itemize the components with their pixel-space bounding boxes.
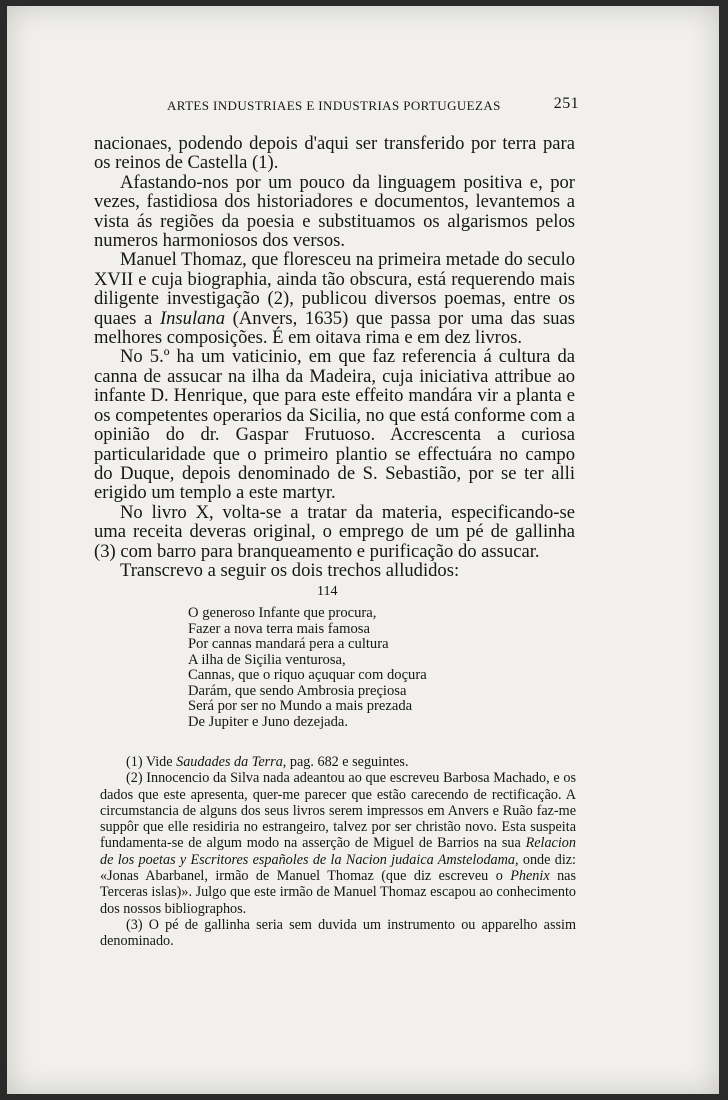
insulana-title: Insulana [159,307,226,329]
paragraph-1: nacionaes, podendo depois d'aqui ser transferido por terra para os reinos de Castella (1). [94,133,575,174]
saudades-title: Saudades da Terra, [176,754,287,770]
poem-line: A ilha de Siçilia venturosa, [188,651,346,668]
paragraph-5: No livro X, volta-se a tratar da materia, especificando-se uma receita deveras original, o emprego de um pé de gallinha (3) com barro para branqueamento e purificação do assucar. [94,501,575,562]
stanza-number: 114 [317,584,338,599]
footnote-3: (3) O pé de gallinha seria sem duvida um instrumento ou apparelho assim denominado. [100,916,576,950]
main-text [94,134,575,580]
page-number: 251 [553,95,579,112]
poem-line: Darám, que sendo Ambrosia preçiosa [188,682,407,699]
footnote-1-text-b: pag. 682 e seguintes. [286,754,409,770]
footnote-2-text-c: nas Terceras islas)». Julgo que este irmão de Manuel Thomaz escapou ao conhecimento dos nossos bibliographos. [100,868,576,917]
footnote-1 [100,754,576,770]
footnote-1-text-a: (1) Vide [126,754,177,770]
phenix-title: Phenix [510,868,550,885]
poem-line: Fazer a nova terra mais famosa [188,620,370,637]
poem-line: Será por ser no Mundo a mais prezada [188,698,413,714]
paragraph-4: No 5.º ha um vaticinio, em que faz referencia á cultura da canna de assucar na ilha da Madeira, cuja iniciativa attribue ao infante D. Henrique, que para este effeito mandára vir a planta e os competentes operarios da Sicilia, no que está conforme com a opinião do dr. Gaspar Frutuoso. Accrescenta a curiosa particularidade que o primeiro plantio se effectuára no campo do Duque, depois denominado de S. Sebastião, por se ter alli erigido um templo a este martyr. [94,346,575,504]
footnote-2-text-b: onde diz: «Jonas Abarbanel, irmão de Manuel Thomaz (que diz escreveu o [100,851,577,885]
running-title: ARTES INDUSTRIAES E INDUSTRIAS PORTUGUEZAS [167,98,501,113]
paragraph-6: Transcrevo a seguir os dois trechos alludidos: [120,559,460,581]
paragraph-3-text-b: (Anvers, 1635) que passa por uma das suas melhores composições. É em oitava rima e em dez livros. [94,307,576,349]
poem-line: O generoso Infante que procura, [188,605,377,621]
poem-line: Por cannas mandará pera a cultura [188,636,389,652]
paragraph-3-text-a: Manuel Thomaz, que floresceu na primeira metade do seculo XVII e cuja biographia, ainda tão obscura, está requerendo mais diligente investigação (2), publicou diversos poemas, entre os quaes a [94,249,575,329]
book-page [7,6,719,1094]
footnote-2 [100,770,576,917]
poem-line: Cannas, que o riquo açuquar com doçura [188,667,427,683]
footnote-2-text-a: (2) Innocencio da Silva nada adeantou ao que escreveu Barbosa Machado, e os dados que este apresenta, quer-me parecer que estão carecendo de rectificação. A circumstancia de alguns dos seus livros serem impressos em Anvers e Ruão faz-me suppôr que elle residiria no estrangeiro, talvez por ser christão novo. Esta suspeita fundamenta-se de algum modo na asserção de Miguel de Barrios na sua [100,770,576,852]
poem-stanza [188,606,427,730]
paragraph-3 [94,250,575,347]
paragraph-2: Afastando-nos por um pouco da linguagem positiva e, por vezes, fastidiosa dos historiadores e documentos, levantemos a vista ás regiões da poesia e substituamos os algarismos pelos numeros harmoniosos dos versos. [94,171,575,252]
footnotes [100,754,576,950]
relacion-title: Relacion de los poetas y Escritores españoles de la Nacion judaica Amstelodama, [100,835,576,868]
poem-line: De Jupiter e Juno dezejada. [188,713,349,730]
